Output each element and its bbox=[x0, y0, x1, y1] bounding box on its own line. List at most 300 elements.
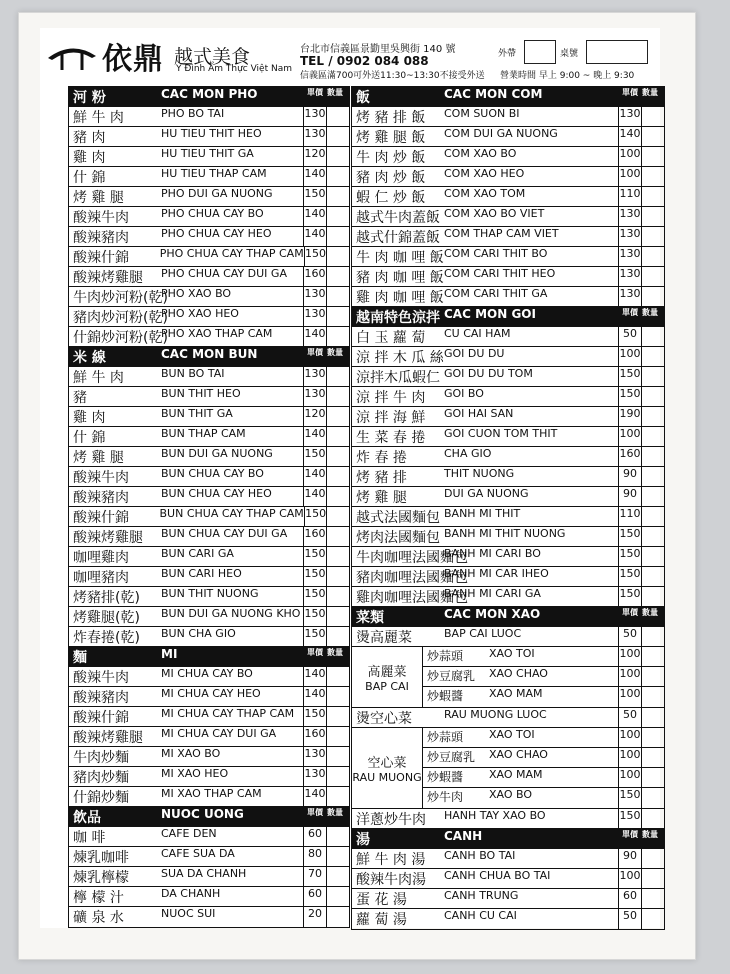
item-price: 70 bbox=[303, 867, 326, 886]
item-name-zh: 烤 豬 排 飯 bbox=[356, 110, 426, 126]
item-name-zh: 酸辣烤雞腿 bbox=[73, 270, 143, 286]
quantity-cell[interactable] bbox=[326, 487, 349, 506]
menu-row bbox=[352, 227, 664, 247]
item-name-vn: GOI BO bbox=[444, 387, 484, 400]
item-price: 50 bbox=[618, 627, 641, 646]
quantity-cell[interactable] bbox=[641, 768, 664, 787]
menu-row bbox=[69, 627, 349, 647]
item-price: 150 bbox=[303, 567, 326, 586]
menu-row bbox=[352, 427, 664, 447]
section-title-vn: MI bbox=[161, 647, 178, 661]
item-price: 160 bbox=[618, 447, 641, 466]
menu-row bbox=[69, 567, 349, 587]
menu-row bbox=[69, 787, 349, 807]
item-price: 100 bbox=[618, 667, 641, 686]
item-name-zh: 涼拌木瓜蝦仁 bbox=[356, 370, 440, 386]
quantity-cell[interactable] bbox=[326, 747, 349, 766]
takeout-box[interactable] bbox=[524, 40, 556, 64]
quantity-cell[interactable] bbox=[641, 367, 664, 386]
item-name-zh: 洋蔥炒牛肉 bbox=[356, 812, 426, 828]
left-column bbox=[68, 86, 350, 928]
quantity-cell[interactable] bbox=[641, 748, 664, 767]
group-items bbox=[423, 728, 664, 808]
group-label-zh: 空心菜 bbox=[367, 756, 407, 771]
item-name-vn: COM DUI GA NUONG bbox=[444, 127, 558, 140]
item-name-zh: 炒牛肉 bbox=[427, 790, 464, 804]
menu-row bbox=[352, 567, 664, 587]
item-name-vn: PHO CHUA CAY DUI GA bbox=[161, 267, 287, 280]
item-name-zh: 炒蝦醬 bbox=[427, 689, 464, 703]
item-price: 80 bbox=[303, 847, 326, 866]
item-name-zh: 酸辣烤雞腿 bbox=[73, 530, 143, 546]
section-header-bun bbox=[69, 347, 349, 367]
item-price: 140 bbox=[303, 787, 326, 806]
quantity-cell[interactable] bbox=[326, 527, 349, 546]
group-label bbox=[352, 647, 423, 707]
quantity-cell[interactable] bbox=[326, 587, 349, 606]
menu-row bbox=[352, 267, 664, 287]
item-name-zh: 酸辣豬肉 bbox=[73, 230, 129, 246]
quantity-cell[interactable] bbox=[326, 227, 349, 246]
item-price: 150 bbox=[304, 507, 327, 526]
quantity-cell[interactable] bbox=[326, 307, 349, 326]
item-price: 140 bbox=[303, 487, 326, 506]
item-name-vn: XAO TOI bbox=[489, 647, 535, 660]
section-title-vn: CAC MON XAO bbox=[444, 607, 541, 621]
quantity-cell[interactable] bbox=[641, 327, 664, 346]
item-name-zh: 烤豬排(乾) bbox=[73, 590, 140, 606]
item-name-vn: COM SUON BI bbox=[444, 107, 520, 120]
menu-row bbox=[423, 728, 664, 748]
item-price: 120 bbox=[303, 407, 326, 426]
item-name-vn: CAFE SUA DA bbox=[161, 847, 235, 860]
menu-row bbox=[423, 647, 664, 667]
menu-row bbox=[352, 587, 664, 607]
quantity-cell[interactable] bbox=[641, 267, 664, 286]
item-price: 60 bbox=[303, 887, 326, 906]
delivery-note: 信義區滿700可外送11:30~13:30不接受外送 bbox=[300, 71, 485, 81]
quantity-cell[interactable] bbox=[326, 567, 349, 586]
item-name-zh: 豬 bbox=[73, 390, 87, 406]
item-name-vn: CANH CHUA BO TAI bbox=[444, 869, 551, 882]
menu-row bbox=[352, 547, 664, 567]
quantity-cell[interactable] bbox=[326, 507, 349, 526]
quantity-cell[interactable] bbox=[326, 707, 349, 726]
item-name-vn: RAU MUONG LUOC bbox=[444, 708, 547, 721]
menu-row bbox=[69, 687, 349, 707]
item-price: 60 bbox=[303, 827, 326, 846]
quantity-cell[interactable] bbox=[641, 587, 664, 606]
menu-row bbox=[69, 727, 349, 747]
item-name-zh: 酸辣牛肉 bbox=[73, 670, 129, 686]
quantity-cell[interactable] bbox=[326, 287, 349, 306]
item-name-zh: 雞肉咖哩法國麵包 bbox=[356, 590, 468, 606]
item-name-vn: GOI CUON TOM THIT bbox=[444, 427, 558, 440]
item-price: 100 bbox=[618, 869, 641, 888]
quantity-cell[interactable] bbox=[641, 107, 664, 126]
quantity-cell[interactable] bbox=[641, 647, 664, 666]
quantity-cell[interactable] bbox=[641, 809, 664, 828]
table-label: 桌號 bbox=[560, 49, 579, 59]
item-name-zh: 烤 雞 腿 bbox=[356, 490, 407, 506]
price-header: 單價 bbox=[303, 87, 326, 106]
item-name-vn: MI CHUA CAY HEO bbox=[161, 687, 261, 700]
quantity-cell[interactable] bbox=[641, 347, 664, 366]
item-name-zh: 牛肉炒麵 bbox=[73, 750, 129, 766]
quantity-cell[interactable] bbox=[326, 907, 349, 927]
menu-row bbox=[352, 487, 664, 507]
item-name-zh: 咖哩豬肉 bbox=[73, 570, 129, 586]
item-name-vn: CHA GIO bbox=[444, 447, 492, 460]
item-name-zh: 烤雞腿(乾) bbox=[73, 610, 140, 626]
item-price: 130 bbox=[303, 307, 326, 326]
item-price: 110 bbox=[618, 187, 641, 206]
item-name-zh: 蛋 花 湯 bbox=[356, 892, 407, 908]
item-name-vn: BUN CHA GIO bbox=[161, 627, 236, 640]
quantity-cell[interactable] bbox=[641, 447, 664, 466]
quantity-cell[interactable] bbox=[326, 787, 349, 806]
item-name-vn: MI CHUA CAY DUI GA bbox=[161, 727, 277, 740]
price-header: 單價 bbox=[303, 347, 326, 366]
menu-row bbox=[69, 487, 349, 507]
item-name-zh: 酸辣什錦 bbox=[73, 250, 129, 266]
menu-row bbox=[69, 107, 349, 127]
item-name-vn: HU TIEU THIT HEO bbox=[161, 127, 262, 140]
item-name-vn: XAO MAM bbox=[489, 768, 543, 781]
item-name-vn: COM XAO BO VIET bbox=[444, 207, 545, 220]
menu-row bbox=[69, 247, 349, 267]
business-hours: 營業時間 早上 9:00 ~ 晚上 9:30 bbox=[500, 71, 635, 81]
item-price: 90 bbox=[618, 849, 641, 868]
quantity-cell[interactable] bbox=[641, 547, 664, 566]
item-name-vn: MI XAO THAP CAM bbox=[161, 787, 262, 800]
item-price: 130 bbox=[618, 207, 641, 226]
item-price: 130 bbox=[303, 287, 326, 306]
quantity-cell[interactable] bbox=[326, 727, 349, 746]
item-name-zh: 燙空心菜 bbox=[356, 711, 412, 727]
item-price: 100 bbox=[618, 167, 641, 186]
quantity-cell[interactable] bbox=[326, 887, 349, 906]
item-name-vn: CANH BO TAI bbox=[444, 849, 516, 862]
item-name-zh: 越式什錦蓋飯 bbox=[356, 230, 440, 246]
quantity-cell[interactable] bbox=[641, 527, 664, 546]
quantity-cell[interactable] bbox=[326, 447, 349, 466]
quantity-cell[interactable] bbox=[326, 187, 349, 206]
item-name-vn: COM XAO BO bbox=[444, 147, 517, 160]
item-price: 150 bbox=[618, 547, 641, 566]
item-name-zh: 涼 拌 木 瓜 絲 bbox=[356, 350, 444, 366]
item-price: 130 bbox=[303, 387, 326, 406]
item-name-vn: BANH MI THIT NUONG bbox=[444, 527, 566, 540]
quantity-cell[interactable] bbox=[326, 867, 349, 886]
menu-row bbox=[423, 748, 664, 768]
quantity-cell[interactable] bbox=[326, 107, 349, 126]
quantity-cell[interactable] bbox=[641, 567, 664, 586]
menu-row bbox=[352, 909, 664, 929]
menu-row bbox=[352, 127, 664, 147]
item-price: 100 bbox=[618, 768, 641, 787]
vegetable-group bbox=[352, 728, 664, 809]
group-label-zh: 高麗菜 bbox=[367, 665, 407, 680]
qty-header: 數量 bbox=[326, 87, 349, 106]
item-price: 160 bbox=[303, 527, 326, 546]
item-name-vn: BANH MI THIT bbox=[444, 507, 521, 520]
table-number-box[interactable] bbox=[586, 40, 648, 64]
menu-row bbox=[352, 327, 664, 347]
menu-row bbox=[69, 207, 349, 227]
quantity-cell[interactable] bbox=[326, 467, 349, 486]
item-price: 150 bbox=[618, 367, 641, 386]
item-name-vn: GOI DU DU bbox=[444, 347, 505, 360]
section-title-vn: CAC MON BUN bbox=[161, 347, 258, 361]
item-name-zh: 鮮 牛 肉 bbox=[73, 110, 124, 126]
quantity-cell[interactable] bbox=[641, 287, 664, 306]
menu-row bbox=[352, 527, 664, 547]
item-price: 100 bbox=[618, 147, 641, 166]
item-name-zh: 炒蝦醬 bbox=[427, 770, 464, 784]
item-price: 130 bbox=[303, 767, 326, 786]
quantity-cell[interactable] bbox=[326, 547, 349, 566]
item-price: 100 bbox=[618, 687, 641, 707]
menu-row bbox=[69, 227, 349, 247]
group-items bbox=[423, 647, 664, 707]
menu-row bbox=[352, 889, 664, 909]
quantity-cell[interactable] bbox=[326, 367, 349, 386]
item-name-vn: BUN CHUA CAY THAP CAM bbox=[159, 507, 304, 520]
quantity-cell[interactable] bbox=[326, 267, 349, 286]
item-price: 140 bbox=[303, 687, 326, 706]
quantity-cell[interactable] bbox=[641, 407, 664, 426]
menu-row bbox=[69, 167, 349, 187]
section-title-zh: 麵 bbox=[73, 650, 87, 666]
quantity-cell[interactable] bbox=[326, 207, 349, 226]
item-name-zh: 礦 泉 水 bbox=[73, 910, 124, 926]
menu-row bbox=[352, 407, 664, 427]
quantity-cell[interactable] bbox=[326, 627, 349, 646]
quantity-cell[interactable] bbox=[641, 507, 664, 526]
menu-row bbox=[352, 247, 664, 267]
menu-row bbox=[69, 307, 349, 327]
item-price: 100 bbox=[618, 728, 641, 747]
quantity-cell[interactable] bbox=[641, 909, 664, 929]
logo-vietnamese: Y Đình Ẩm Thực Việt Nam bbox=[176, 64, 293, 74]
price-header: 單價 bbox=[303, 647, 326, 666]
logo-roof-icon bbox=[44, 36, 100, 72]
quantity-cell[interactable] bbox=[641, 127, 664, 146]
item-name-zh: 越式法國麵包 bbox=[356, 510, 440, 526]
item-name-zh: 烤肉法國麵包 bbox=[356, 530, 440, 546]
menu-row bbox=[69, 327, 349, 347]
section-title-vn: CAC MON PHO bbox=[161, 87, 258, 101]
right-column bbox=[351, 86, 665, 930]
item-name-vn: DA CHANH bbox=[161, 887, 221, 900]
quantity-cell[interactable] bbox=[641, 708, 664, 727]
menu-row bbox=[352, 207, 664, 227]
item-name-zh: 蘿 蔔 湯 bbox=[356, 912, 407, 928]
quantity-cell[interactable] bbox=[641, 467, 664, 486]
quantity-cell[interactable] bbox=[326, 607, 349, 626]
menu-row bbox=[69, 387, 349, 407]
price-header: 單價 bbox=[618, 829, 641, 848]
section-title-zh: 越南特色涼拌 bbox=[356, 310, 440, 326]
section-title-zh: 米 線 bbox=[73, 350, 106, 366]
item-name-vn: SUA DA CHANH bbox=[161, 867, 247, 880]
section-title-vn: CAC MON COM bbox=[444, 87, 543, 101]
quantity-cell[interactable] bbox=[326, 147, 349, 166]
menu-row bbox=[69, 447, 349, 467]
item-price: 50 bbox=[618, 708, 641, 727]
item-name-vn: BUN THIT NUONG bbox=[161, 587, 259, 600]
item-name-vn: CAFE DEN bbox=[161, 827, 217, 840]
item-price: 130 bbox=[618, 267, 641, 286]
item-name-zh: 牛 肉 咖 哩 飯 bbox=[356, 250, 444, 266]
item-name-vn: XAO CHAO bbox=[489, 667, 548, 680]
item-name-zh: 炒蒜頭 bbox=[427, 649, 464, 663]
item-price: 140 bbox=[303, 207, 326, 226]
menu-row bbox=[69, 607, 349, 627]
section-header-pho bbox=[69, 87, 349, 107]
item-price: 150 bbox=[618, 527, 641, 546]
quantity-cell[interactable] bbox=[326, 127, 349, 146]
quantity-cell[interactable] bbox=[326, 407, 349, 426]
item-name-vn: XAO CHAO bbox=[489, 748, 548, 761]
item-price: 190 bbox=[618, 407, 641, 426]
quantity-cell[interactable] bbox=[641, 247, 664, 266]
item-price: 150 bbox=[303, 707, 326, 726]
menu-row bbox=[69, 767, 349, 787]
quantity-cell[interactable] bbox=[641, 889, 664, 908]
item-price: 130 bbox=[303, 367, 326, 386]
item-name-vn: HANH TAY XAO BO bbox=[444, 809, 546, 822]
menu-row bbox=[352, 507, 664, 527]
item-name-zh: 越式牛肉蓋飯 bbox=[356, 210, 440, 226]
quantity-cell[interactable] bbox=[641, 187, 664, 206]
item-name-vn: HU TIEU THAP CAM bbox=[161, 167, 267, 180]
item-name-zh: 白 玉 蘿 蔔 bbox=[356, 330, 426, 346]
item-name-vn: XAO MAM bbox=[489, 687, 543, 700]
item-price: 110 bbox=[618, 507, 641, 526]
menu-row bbox=[69, 427, 349, 447]
menu-row bbox=[69, 267, 349, 287]
quantity-cell[interactable] bbox=[326, 247, 349, 266]
quantity-cell[interactable] bbox=[641, 427, 664, 446]
menu-row bbox=[423, 667, 664, 687]
item-name-zh: 什錦炒河粉(乾) bbox=[73, 330, 168, 346]
item-name-zh: 豬肉咖哩法國麵包 bbox=[356, 570, 468, 586]
price-header: 單價 bbox=[618, 607, 641, 626]
item-name-zh: 牛肉咖哩法國麵包 bbox=[356, 550, 468, 566]
quantity-cell[interactable] bbox=[326, 767, 349, 786]
item-price: 150 bbox=[618, 387, 641, 406]
item-name-vn: BANH MI CARI BO bbox=[444, 547, 541, 560]
address: 台北市信義區景勤里吳興街 140 號 bbox=[300, 44, 456, 55]
item-name-zh: 酸辣什錦 bbox=[73, 710, 129, 726]
menu-row bbox=[69, 707, 349, 727]
menu-row bbox=[69, 867, 349, 887]
group-label-vn: RAU MUONG bbox=[352, 771, 422, 784]
quantity-cell[interactable] bbox=[641, 387, 664, 406]
menu-row bbox=[69, 287, 349, 307]
quantity-cell[interactable] bbox=[326, 687, 349, 706]
item-name-zh: 雞 肉 咖 哩 飯 bbox=[356, 290, 444, 306]
quantity-cell[interactable] bbox=[326, 667, 349, 686]
qty-header: 數量 bbox=[641, 607, 664, 626]
quantity-cell[interactable] bbox=[326, 327, 349, 346]
quantity-cell[interactable] bbox=[641, 728, 664, 747]
item-price: 140 bbox=[303, 167, 326, 186]
item-name-zh: 生 菜 春 捲 bbox=[356, 430, 426, 446]
menu-row bbox=[352, 107, 664, 127]
quantity-cell[interactable] bbox=[326, 167, 349, 186]
menu-row bbox=[69, 407, 349, 427]
quantity-cell[interactable] bbox=[641, 869, 664, 888]
item-price: 150 bbox=[303, 607, 326, 626]
quantity-cell[interactable] bbox=[326, 427, 349, 446]
item-name-vn: XAO BO bbox=[489, 788, 533, 801]
menu-row bbox=[69, 527, 349, 547]
menu-row bbox=[69, 467, 349, 487]
item-price: 120 bbox=[303, 147, 326, 166]
item-price: 130 bbox=[303, 747, 326, 766]
item-name-vn: HU TIEU THIT GA bbox=[161, 147, 254, 160]
item-name-vn: PHO CHUA CAY HEO bbox=[161, 227, 272, 240]
menu-row bbox=[352, 387, 664, 407]
item-name-zh: 豬肉炒麵 bbox=[73, 770, 129, 786]
quantity-cell[interactable] bbox=[641, 487, 664, 506]
qty-header: 數量 bbox=[641, 307, 664, 326]
item-name-vn: XAO TOI bbox=[489, 728, 535, 741]
item-name-zh: 檸 檬 汁 bbox=[73, 890, 124, 906]
quantity-cell[interactable] bbox=[326, 847, 349, 866]
menu-row bbox=[352, 467, 664, 487]
quantity-cell[interactable] bbox=[641, 227, 664, 246]
quantity-cell[interactable] bbox=[641, 849, 664, 868]
quantity-cell[interactable] bbox=[641, 167, 664, 186]
section-title-zh: 菜類 bbox=[356, 610, 384, 626]
section-header-drinks bbox=[69, 807, 349, 827]
quantity-cell[interactable] bbox=[641, 687, 664, 707]
item-name-vn: BANH MI CAR IHEO bbox=[444, 567, 549, 580]
item-name-zh: 什錦炒麵 bbox=[73, 790, 129, 806]
menu-row bbox=[352, 627, 664, 647]
item-price: 140 bbox=[303, 327, 326, 346]
item-name-vn: BUN DUI GA NUONG bbox=[161, 447, 273, 460]
item-name-vn: COM XAO HEO bbox=[444, 167, 525, 180]
quantity-cell[interactable] bbox=[641, 788, 664, 808]
item-name-vn: CANH TRUNG bbox=[444, 889, 519, 902]
quantity-cell[interactable] bbox=[326, 387, 349, 406]
quantity-cell[interactable] bbox=[641, 207, 664, 226]
quantity-cell[interactable] bbox=[641, 667, 664, 686]
quantity-cell[interactable] bbox=[641, 627, 664, 646]
menu-row bbox=[69, 587, 349, 607]
item-name-zh: 酸辣豬肉 bbox=[73, 490, 129, 506]
group-label bbox=[352, 728, 423, 808]
quantity-cell[interactable] bbox=[641, 147, 664, 166]
item-name-vn: BUN CHUA CAY BO bbox=[161, 467, 264, 480]
menu-row bbox=[352, 708, 664, 728]
quantity-cell[interactable] bbox=[326, 827, 349, 846]
item-price: 50 bbox=[618, 909, 641, 929]
item-name-zh: 豬 肉 咖 哩 飯 bbox=[356, 270, 444, 286]
item-name-zh: 烤 雞 腿 bbox=[73, 450, 124, 466]
item-price: 130 bbox=[618, 287, 641, 306]
qty-header: 數量 bbox=[326, 647, 349, 666]
item-name-vn: BUN CHUA CAY DUI GA bbox=[161, 527, 288, 540]
item-name-vn: PHO CHUA CAY THAP CAM bbox=[159, 247, 304, 260]
item-name-zh: 雞 肉 bbox=[73, 150, 106, 166]
item-name-zh: 酸辣豬肉 bbox=[73, 690, 129, 706]
